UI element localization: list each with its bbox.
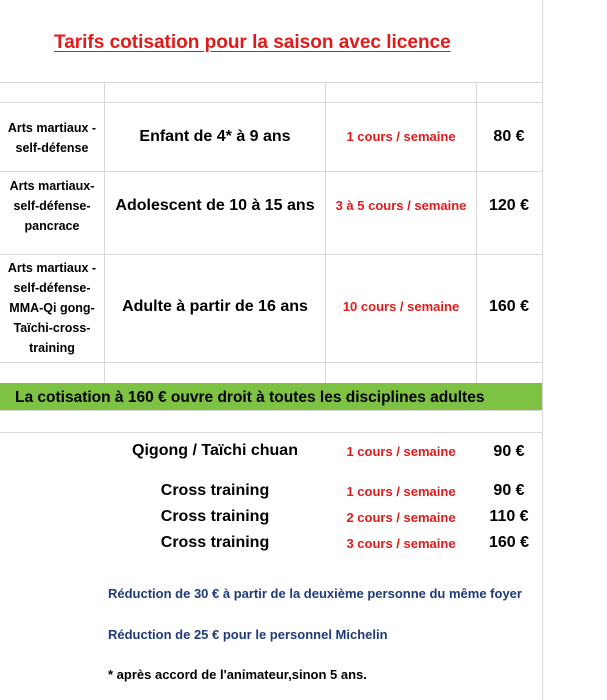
row-category: [0, 176, 104, 236]
extra-row-program: Cross training: [160, 482, 270, 499]
row-program: Adolescent de 10 à 15 ans: [115, 197, 315, 214]
row-price: 160 €: [488, 298, 530, 315]
footnote: * après accord de l'animateur,sinon 5 ans.: [108, 667, 367, 682]
row-price: 120 €: [488, 197, 530, 214]
extra-row-program: Qigong / Taïchi chuan: [132, 442, 298, 459]
category-line: pancrace: [24, 219, 80, 233]
extra-row-price: 160 €: [488, 534, 530, 551]
row-category: [0, 118, 104, 158]
row-frequency: 10 cours / semaine: [342, 299, 460, 314]
row-frequency: 1 cours / semaine: [346, 129, 456, 144]
extra-row-frequency: 1 cours / semaine: [346, 484, 456, 499]
extra-row-price: 110 €: [489, 508, 529, 525]
category-line: self-défense-: [13, 199, 91, 213]
category-line: training: [29, 341, 75, 355]
extra-row-program: Cross training: [160, 508, 270, 525]
category-line: self-défense: [15, 141, 89, 155]
extra-row-frequency: 3 cours / semaine: [346, 536, 456, 551]
extra-row-price: 90 €: [493, 443, 525, 460]
adult-banner: [0, 383, 542, 410]
category-line: Arts martiaux -: [7, 121, 97, 135]
row-program: Enfant de 4* à 9 ans: [139, 128, 291, 145]
note-michelin-reduction: Réduction de 25 € pour le personnel Michelin: [108, 627, 388, 642]
row-price: 80 €: [493, 128, 525, 145]
extra-row-program: Cross training: [160, 534, 270, 551]
row-frequency: 3 à 5 cours / semaine: [335, 198, 467, 213]
category-line: Arts martiaux -: [7, 261, 97, 275]
category-line: self-défense-: [13, 281, 91, 295]
row-category: [0, 258, 104, 358]
row-program: Adulte à partir de 16 ans: [122, 298, 308, 315]
extra-row-frequency: 1 cours / semaine: [346, 444, 456, 459]
category-line: MMA-Qi gong-: [9, 301, 95, 315]
page-title: Tarifs cotisation pour la saison avec licence: [54, 32, 451, 53]
note-household-reduction: Réduction de 30 € à partir de la deuxième personne du même foyer: [108, 586, 522, 601]
extra-row-frequency: 2 cours / semaine: [346, 510, 456, 525]
category-line: Arts martiaux-: [9, 179, 95, 193]
banner-text: La cotisation à 160 € ouvre droit à toutes les disciplines adultes: [15, 389, 485, 406]
extra-row-price: 90 €: [493, 482, 525, 499]
category-line: Taïchi-cross-: [13, 321, 91, 335]
